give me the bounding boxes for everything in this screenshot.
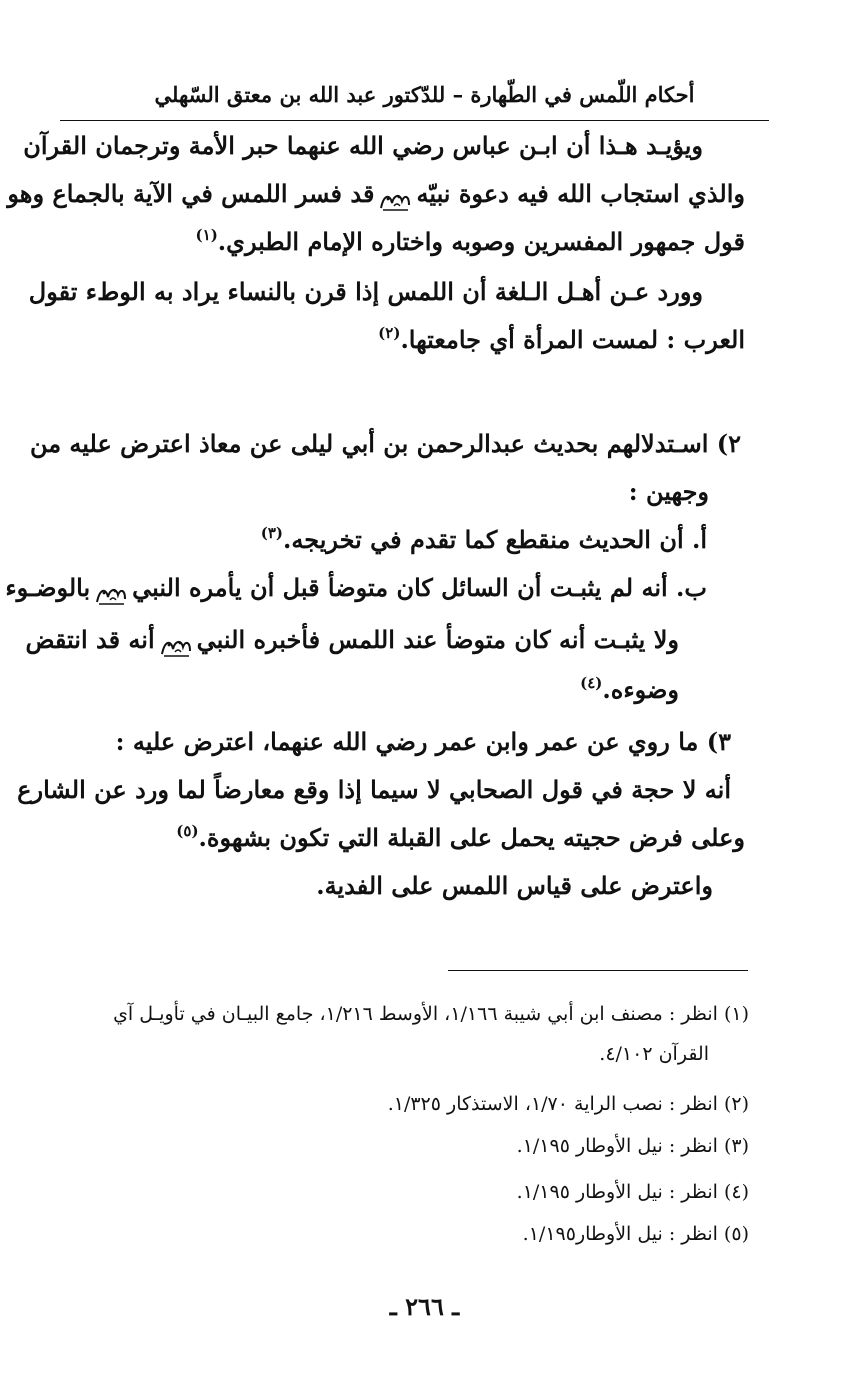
- footnote-marker: (٥): [176, 822, 199, 840]
- body-line: [118, 866, 713, 906]
- text-run: والذي استجاب الله فيه دعوة نبيّه: [416, 179, 745, 208]
- text-run: وعلى فرض حجيته يحمل على القبلة التي تكون بشهوة.: [198, 823, 745, 852]
- footnote-line: [388, 1088, 749, 1120]
- body-line: [23, 126, 703, 166]
- body-line: [17, 770, 731, 810]
- text-run: قد فسر اللمس في الآية بالجماع وهو: [7, 179, 375, 208]
- body-line: [112, 320, 745, 363]
- text-run: ولا يثبـت أنه كان متوضأ عند اللمس فأخبره النبي: [196, 625, 679, 654]
- footnote-marker: (٤): [580, 674, 603, 692]
- text-run: قول جمهور المفسرين وصوبه واختاره الإمام الطبري.: [217, 227, 745, 256]
- running-header: [118, 80, 731, 110]
- text-run: أ. أن الحديث منقطع كما تقدم في تخريجه.: [283, 525, 707, 554]
- text-run: العرب : لمست المرأة أي جامعتها.: [400, 325, 745, 354]
- footnote-marker: (٢): [378, 324, 401, 342]
- running-title: أحكام اللّمس في الطّهارة – للدّكتور عبد الله بن معتق السّهلي: [154, 82, 695, 107]
- body-line: [29, 424, 741, 464]
- footnote-marker: (٣): [260, 524, 283, 542]
- text-run: أنه قد انتقض: [25, 625, 155, 654]
- footnote-text: (٤) انظر : نيل الأوطار ١/١٩٥.: [516, 1181, 749, 1203]
- page-number: [0, 1292, 849, 1321]
- salawat-seal-icon: [159, 631, 193, 653]
- page-number-text: ـ ٢٦٦ ـ: [389, 1292, 460, 1321]
- footnote-text: (٢) انظر : نصب الراية ١/٧٠، الاستذكار ١/٣٢٥.: [387, 1093, 749, 1115]
- text-run: ب. أنه لم يثبـت أن السائل كان متوضأ قبل أن يأمره النبي: [132, 573, 707, 602]
- text-run: وجهين :: [628, 477, 709, 506]
- body-line: [112, 222, 745, 265]
- body-line: [5, 568, 707, 608]
- text-run: بالوضـوء: [5, 573, 91, 602]
- body-line: [115, 722, 731, 762]
- text-run: واعترض على قياس اللمس على الفدية.: [316, 871, 713, 900]
- footnote-text: (١) انظر : مصنف ابن أبي شيبة ١/١٦٦، الأوسط ١/٢١٦، جامع البيـان في تأويـل آي: [113, 1003, 749, 1025]
- footnote-text: القرآن ٤/١٠٢.: [599, 1043, 709, 1065]
- body-line: [148, 670, 679, 713]
- body-line: [7, 174, 745, 214]
- body-line: [28, 272, 703, 312]
- footnote-line: [599, 1038, 709, 1070]
- text-run: ٣) ما روي عن عمر وابن عمر رضي الله عنهما، اعترض عليه :: [115, 727, 731, 756]
- body-line: [118, 818, 745, 861]
- text-run: وورد عـن أهـل الـلغة أن اللمس إذا قرن بالنساء يراد به الوطء تقول: [28, 277, 703, 306]
- body-line: [118, 520, 707, 563]
- header-rule: [60, 120, 769, 121]
- text-run: أنه لا حجة في قول الصحابي لا سيما إذا وقع معارضاً لما ورد عن الشارع: [17, 775, 731, 804]
- footnote-rule: [448, 970, 748, 971]
- text-run: ٢) اسـتدلالهم بحديث عبدالرحمن بن أبي ليلى عن معاذ اعترض عليه من: [29, 429, 741, 458]
- body-line: [118, 472, 709, 512]
- footnote-line: [523, 1218, 749, 1250]
- salawat-seal-icon: [94, 579, 128, 601]
- footnote-line: [517, 1176, 749, 1208]
- footnote-text: (٣) انظر : نيل الأوطار ١/١٩٥.: [516, 1135, 749, 1157]
- salawat-seal-icon: [378, 185, 412, 207]
- text-run: وضوءه.: [602, 675, 679, 704]
- footnote-marker: (١): [195, 226, 218, 244]
- footnote-text: (٥) انظر : نيل الأوطار١/١٩٥.: [522, 1223, 749, 1245]
- text-run: ويؤيـد هـذا أن ابـن عباس رضي الله عنهما حبر الأمة وترجمان القرآن: [23, 131, 703, 160]
- footnote-line: [113, 998, 749, 1030]
- body-line: [25, 620, 679, 660]
- footnote-line: [517, 1130, 749, 1162]
